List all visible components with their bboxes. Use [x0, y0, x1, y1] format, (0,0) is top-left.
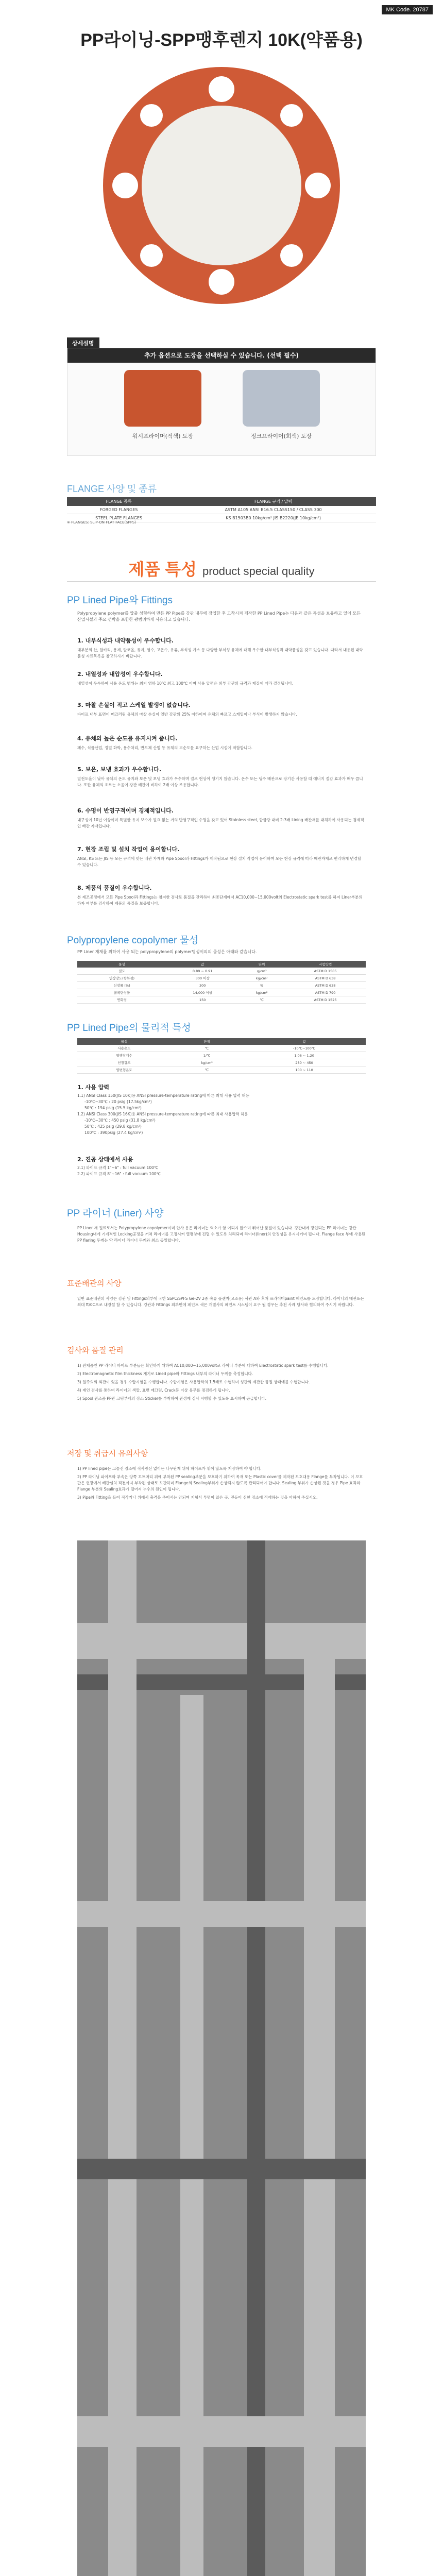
gray-coating-image — [243, 370, 320, 427]
table-row — [77, 1059, 366, 1066]
coating-notice: 추가 옵션으로 도장을 선택하실 수 있습니다. (선택 필수) — [67, 348, 376, 363]
table-cell: 14,000 이상 — [166, 989, 238, 996]
vacuum-line: 2.2) 파이프 규격 8"~16" : full vacuum 100℃ — [77, 1172, 161, 1176]
feature-text: 열전도율이 낮아 유체의 온도 유지와 보온 및 보냉 효과가 우수하며 결로 현상이 생기지 않습니다. 온수 또는 냉수 배관으로 장기간 사용할 때 에너지 절감 효과가 매우 큽니다. 또한 유체의 흐르는 소음이 강관 배관에 비하여 2배 이상 조용합니다. — [77, 776, 363, 787]
copolymer-intro: PP Liner 재재를 위하여 사용 되는 polypropylene의 polymer명성이의의 물성은 아래와 같습니다. — [77, 950, 257, 954]
divider — [67, 581, 376, 582]
red-coating-image — [124, 370, 201, 427]
table-row — [77, 1066, 366, 1074]
vacuum-block — [77, 1157, 366, 1177]
inspection-heading: 검사와 품질 관리 — [67, 1346, 124, 1355]
table-cell: 사용온도 — [77, 1045, 171, 1052]
feature-6 — [77, 806, 366, 829]
table-header: 물성 — [77, 1038, 171, 1045]
table-cell: ASTM D 790 — [285, 989, 366, 996]
feature-title: 2. 내열성과 내압성이 우수합니다. — [77, 671, 163, 677]
table-cell: g/cm³ — [238, 968, 285, 975]
table-cell: 굴곡탄성률 — [77, 989, 166, 996]
table-cell: 1/℃ — [171, 1052, 243, 1059]
pressure-line: 50℃ : 425 psig (29.8 kg/cm²) — [84, 1124, 142, 1129]
feature-4 — [77, 734, 366, 751]
table-cell: 밀도 — [77, 968, 166, 975]
list-item: 3) 일주의의 외관이 있을 경우 수압시험을 수행합니다. 수압시험은 사용압력의 1.5배로 수행하며 성관의 제관한 품질 상태에를 수행합니다. — [77, 1380, 310, 1384]
table-cell: 280 ~ 450 — [243, 1059, 366, 1066]
table-cell: 열변형온도 — [77, 1066, 171, 1074]
feature-title: 8. 제품의 품질이 우수합니다. — [77, 885, 152, 891]
coating-option-label: 징크프라이머(회색) 도장 — [250, 433, 312, 439]
table-cell: 연화점 — [77, 996, 166, 1004]
flange-note: ※ FLANGES: SLIP-ON FLAT FACE(SPFS) — [67, 520, 136, 524]
product-title — [0, 556, 443, 580]
table-cell: ℃ — [238, 996, 285, 1004]
plant-photo — [77, 1540, 366, 2576]
liner-heading: PP 라이너 (Liner) 사양 — [67, 1208, 164, 1219]
table-cell: ASTM D 1525 — [285, 996, 366, 1004]
copolymer-heading: Polypropylene copolymer 물성 — [67, 935, 199, 946]
table-cell: FORGED FLANGES — [67, 506, 171, 514]
table-row — [77, 996, 366, 1004]
table-cell: -10℃~100℃ — [243, 1045, 366, 1052]
table-cell: ℃ — [171, 1066, 243, 1074]
table-row — [77, 982, 366, 989]
list-item: 1) PP lined pipe는 그늘진 장소에 직사광선 없이는 나무판재 위에 파이프가 휘어 않도록 저장하여 야 합니다. — [77, 1466, 262, 1471]
physical-table — [77, 1038, 366, 1074]
product-image — [67, 62, 376, 309]
flange-table — [67, 497, 376, 522]
table-row — [77, 1052, 366, 1059]
table-cell: kg/cm² — [171, 1059, 243, 1066]
table-cell: 0.89 ~ 0.91 — [166, 968, 238, 975]
table-row — [77, 989, 366, 996]
table-header: FLANGE 종류 — [67, 497, 171, 506]
list-item: 1) 완제품인 PP 라이너 파이프 부분들은 확인하기 위하여 AC10,000~15,000volt로 라이너 부분에 대하여 Electrostatic spark test를 수행합니다. — [77, 1363, 329, 1368]
table-row — [77, 1045, 366, 1052]
feature-text: 파이프 내부 표면이 매끄러워 유체의 마찰 손실이 일반 강관의 25% 이하이며 유체의 빠르고 스케일이나 부식이 발생하지 않습니다. — [77, 712, 297, 717]
feature-text: 내구성이 10년 이상이며 특별한 유지 보수가 필요 없는 거의 반영구적인 수명을 갖고 있어 Stainless steel, 합금강 대비 2-3배 Lining 배관재를 대체하여 사용되는 경제적인 배관 자재입니다. — [77, 818, 364, 828]
table-cell: ASTM A105 ANSI B16.5 CLASS150 / CLASS 300 — [171, 506, 376, 514]
table-cell: 신장률 (%) — [77, 982, 166, 989]
table-cell: 300 — [166, 982, 238, 989]
table-cell: kg/cm² — [238, 989, 285, 996]
feature-8 — [77, 884, 366, 907]
table-cell: ASTM D 638 — [285, 982, 366, 989]
vacuum-line: 2.1) 파이프 규격 1"~6" : full vacuum 100℃ — [77, 1165, 159, 1170]
table-header: 값 — [166, 961, 238, 968]
page-title: PP라이닝-SPP맹후렌지 10K(약품용) — [80, 30, 363, 50]
table-cell: 열팽창계수 — [77, 1052, 171, 1059]
feature-7 — [77, 845, 366, 868]
product-title-en: product special quality — [202, 565, 315, 578]
table-cell: 150 — [166, 996, 238, 1004]
table-row — [67, 506, 376, 514]
mk-code-badge: MK Code. 20787 — [382, 5, 433, 14]
feature-1 — [77, 636, 366, 659]
feature-text: 내열성이 우수하여 사용 온도 범위는 최저 영하 10℃ 최고 100℃ 이며 사용 압력은 외부 강관의 규격과 재질에 따라 결정됩니다. — [77, 681, 294, 686]
table-row — [77, 968, 366, 975]
feature-text: 본 제조공정에서 모든 Pipe Spool과 Fittings는 철저한 검사로 품질을 관리하며 최종단계에서 AC10,000~15,000volt의 Electrostatic spark test를 하여 Liner부분의 하자 여부를 검사하여 제품의 품질을 보증합니다. — [77, 895, 363, 906]
caution-heading: 저장 및 취급시 유의사항 — [67, 1449, 148, 1458]
feature-title: 5. 보온, 보냉 효과가 우수합니다. — [77, 766, 162, 773]
table-cell: ASTM D 1505 — [285, 968, 366, 975]
product-title-kr: 제품 특성 — [128, 560, 197, 579]
feature-title: 7. 현장 조립 및 설치 작업이 용이합니다. — [77, 846, 180, 853]
feature-title: 3. 마찰 손실이 적고 스케일 발생이 없습니다. — [77, 702, 191, 708]
table-header: 단위 — [171, 1038, 243, 1045]
table-cell: KS B1503B0 10kg/cm² JIS B2220(JE 10kg/cm²) — [171, 514, 376, 522]
list-item: 4) 제인 검사를 통하여 라이너의 색깔, 표면 매끄럼, Crack등 이상 유무를 점검하게 됩니다. — [77, 1388, 230, 1393]
pressure-line: -10℃~30℃ : 450 psig (31.8 kg/cm²) — [84, 1118, 156, 1123]
pp-lined-heading: PP Lined Pipe와 Fittings — [67, 595, 173, 606]
list-item: 2) PP 라이닝 파이프와 부속은 양쪽 끄트머리 위에 부착된 PP sealing부분을 보호하기 위하여 목재 또는 Plastic cover를 제작된 보호대용 Flange를 부착됩니다. 이 보호판은 현장에서 배관설치 직전까지 부착된 상태로 보관하며 Flange의 Sealing부위가 손상되지 않도록 관리되어야 합니다. Sealing 부위가 손상된 것을 경우 Pipe 효과와 Flange 부분의 Sealing효과가 떨어져 누수의 원인이 됩니다. — [77, 1475, 363, 1492]
table-cell: ASTM D 638 — [285, 975, 366, 982]
feature-text: 폐수, 식품산업, 정밀 화학, 용수처리, 반도체 산업 등 유체의 고순도를 요구하는 산업 시설에 적합합니다. — [77, 745, 252, 750]
pressure-line: 50℃ : 194 psig (15.5 kg/cm²) — [84, 1106, 142, 1110]
table-header: 값 — [243, 1038, 366, 1045]
coating-option-red[interactable] — [124, 370, 201, 440]
coating-option-label: 워시프라이머(적색) 도장 — [132, 433, 194, 439]
list-item: 2) Electromagnetic film thickness 게기로 Lined pipe와 Fittings 내부의 라이너 두께를 측정합니다. — [77, 1371, 253, 1376]
table-cell: 인장강도 — [77, 1059, 171, 1066]
table-cell: 100 ~ 110 — [243, 1066, 366, 1074]
feature-text: ANSI, KS 또는 JIS 등 모든 규격에 맞는 배관 자재와 Pipe Spool과 Fittings가 제작됨으로 현장 설치 작업이 용이하며 모든 현장 규격에 따라 배관자재로 편리하게 변경할 수 있습니다. — [77, 856, 362, 867]
table-row — [77, 975, 366, 982]
feature-3 — [77, 701, 366, 718]
flange-image — [103, 67, 340, 304]
physical-heading: PP Lined Pipe의 물리적 특성 — [67, 1023, 191, 1033]
table-cell: ℃ — [171, 1045, 243, 1052]
pp-lined-intro: Polypropylene polymer를 압출 성형하여 만든 PP Pipe를 강관 내부에 장입한 후 고착시켜 제작한 PP Lined Pipe는 다음과 같은 특성을 보유하고 있어 모든 산업시설과 주요 선박을 포함한 광범위하게 사용되고 있습니다. — [77, 611, 361, 622]
table-header: 물성 — [77, 961, 166, 968]
inspection-list — [77, 1363, 366, 1402]
table-cell: STEEL PLATE FLANGES — [67, 514, 171, 522]
pressure-line: 100℃ : 390psig (27.4 kg/cm²) — [84, 1130, 143, 1135]
table-cell: 1.06 ~ 1.20 — [243, 1052, 366, 1059]
flange-heading: FLANGE 사양 및 종류 — [67, 484, 157, 494]
copolymer-table — [77, 961, 366, 1004]
list-item: 5) Spool 완조품 PP관 코팅부재의 장소 Sticker를 부착하여 완성제 검사 시행할 수 있도록 표시하며 공급합니다. — [77, 1396, 267, 1401]
caution-list — [77, 1466, 366, 1501]
standard-heading: 표준배관의 사양 — [67, 1279, 122, 1288]
pressure-line: 1.2) ANSI Class 300(JIS 16K)용 ANSI pressure-temperature rating에 따른 최대 사용압력 허용 — [77, 1112, 248, 1116]
table-cell: 인장강도(항복점) — [77, 975, 166, 982]
list-item: 3) Pipe와 Fitting을 들어 직각기나 위에서 충격을 주어서는 안되며 지형서 투명이 않은 곳, 진동이 심한 장소에 적재하는 것을 피하여 주십시오. — [77, 1495, 318, 1500]
table-cell: 300 이상 — [166, 975, 238, 982]
detail-tag: 상세설명 — [67, 337, 99, 349]
feature-5 — [77, 765, 366, 788]
table-cell: % — [238, 982, 285, 989]
table-cell: kg/cm² — [238, 975, 285, 982]
pressure-block — [77, 1084, 366, 1136]
vacuum-title: 2. 진공 상태에서 사용 — [77, 1156, 133, 1163]
table-header: 단위 — [238, 961, 285, 968]
coating-options — [67, 348, 376, 456]
feature-2 — [77, 670, 366, 687]
coating-option-gray[interactable] — [243, 370, 320, 440]
pressure-line: 1.1) ANSI Class 150(JIS 10K)용 ANSI pressure-temperature rating에 따른 최대 사용 압력 허용 — [77, 1093, 249, 1098]
liner-text: PP Liner 재 원료로서는 Polypropylene copolymer이며 압사 용은 라이너는 역소가 함 이되지 않으며 뛰어난 품질이 있습니다. 강관내에 장입되는 PP 라이너는 강관 Housing내에 기계적인 Locking공정을 거쳐 라이너를 고정시켜 열팽창에 견딜 수 있도록 처리되며 라이너(liner)의 안정성을 유지시키며 됩니다. Flange face 부에 사용된 PP flaring 두께는 약 라이너 라이너 두께와 최소 동일합니다. — [77, 1226, 366, 1243]
feature-title: 4. 유체의 높은 순도를 유지시켜 줍니다. — [77, 735, 178, 742]
pressure-line: -10℃~30℃ : 20 psig (17.5kg/cm²) — [84, 1099, 152, 1104]
table-header: 시험방법 — [285, 961, 366, 968]
pressure-title: 1. 사용 압력 — [77, 1084, 109, 1091]
feature-text: 대부분의 산, 알카리, 용제, 알코올, 유지, 염수, 고온수, 유류, 부식성 가스 등 다양한 부식성 유체에 대해 우수한 내부식성과 내약품성을 갖고 있습니다. 따라서 내용된 내약품성 자료목록을 참고하시기 바랍니다. — [77, 648, 363, 658]
feature-title: 1. 내부식성과 내약품성이 우수합니다. — [77, 637, 174, 644]
standard-text: 일반 표준배관의 사양은 강관 및 Fittings의부에 국한 SSPC/SPFS Ge-2V 2종 숙류 플랜지(고조용) 사관 A와 후처 프라이머paint 페인트를 도장합니다. 라이너의 배관또는 최대 ft/0C으로 내장설 할 수 있습니다. 강관과 Fittings 외부면에 페인트 색은 개별사의 페인트 시스템이 요구 될 경우는 추천 사례 당사와 협의하여 주시기 바랍니다. — [77, 1296, 364, 1307]
feature-title: 6. 수명이 반영구적이며 경제적입니다. — [77, 807, 174, 814]
table-header: FLANGE 규격 / 압력 — [171, 497, 376, 506]
